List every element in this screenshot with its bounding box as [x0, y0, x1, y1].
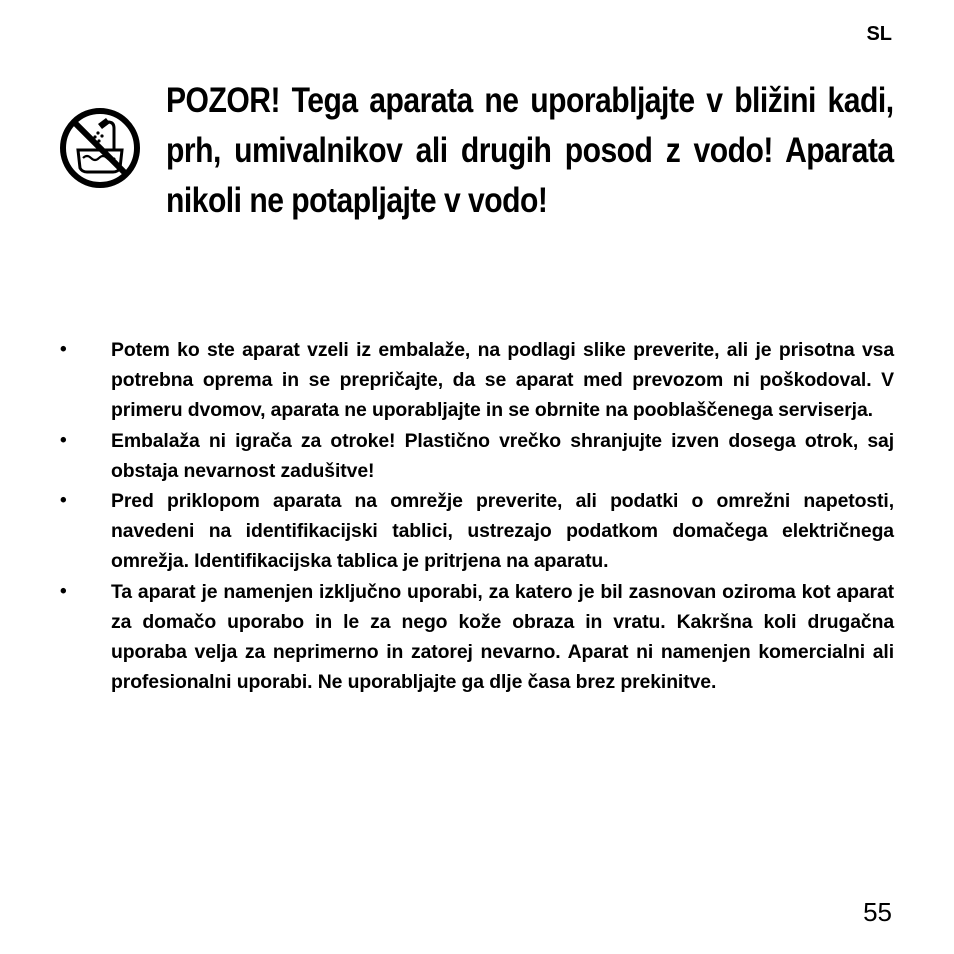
warning-heading: POZOR! Tega aparata ne uporabljajte v bližini kadi, prh, umivalnikov ali drugih posod z vodo! Aparata nikoli ne potapljajte v vodo!: [166, 81, 894, 220]
list-item-text: Pred priklopom aparata na omrežje preverite, ali podatki o omrežni napetosti, navedeni na identifikacijski tablici, ustrezajo podatkom domačega električnega omrežja. Identifikacijska tablica je pritrjena na aparatu.: [111, 490, 894, 573]
list-item: [60, 486, 894, 577]
list-item-text: Potem ko ste aparat vzeli iz embalaže, na podlagi slike preverite, ali je prisotna vsa potrebna oprema in se prepričajte, da se aparat med prevozom ni poškodoval. V primeru dvomov, aparata ne uporabljajte in se obrnite na pooblaščenega serviserja.: [111, 339, 894, 422]
list-item: [60, 335, 894, 426]
list-item-text: Embalaža ni igrača za otroke! Plastično vrečko shranjujte izven dosega otrok, saj obstaja nevarnost zadušitve!: [111, 429, 894, 482]
bullet-marker: •: [60, 429, 67, 451]
instruction-list: [60, 335, 894, 697]
list-item: [60, 577, 894, 698]
list-item: [60, 426, 894, 486]
bullet-marker: •: [60, 490, 67, 512]
language-code: SL: [866, 23, 892, 45]
bullet-marker: •: [60, 580, 67, 602]
no-bath-shower-icon: [58, 106, 142, 190]
bullet-marker: •: [60, 339, 67, 360]
page-number: 55: [863, 897, 892, 927]
list-item-text: Ta aparat je namenjen izključno uporabi, za katero je bil zasnovan oziroma kot aparat za domačo uporabo in le za nego kože obraza in vratu. Kakršna koli drugačna uporaba velja za neprimerno in zatorej nevarno. Aparat ni namenjen komercialni ali profesionalni uporabi. Ne uporabljajte ga dlje časa brez prekinitve.: [111, 580, 894, 694]
